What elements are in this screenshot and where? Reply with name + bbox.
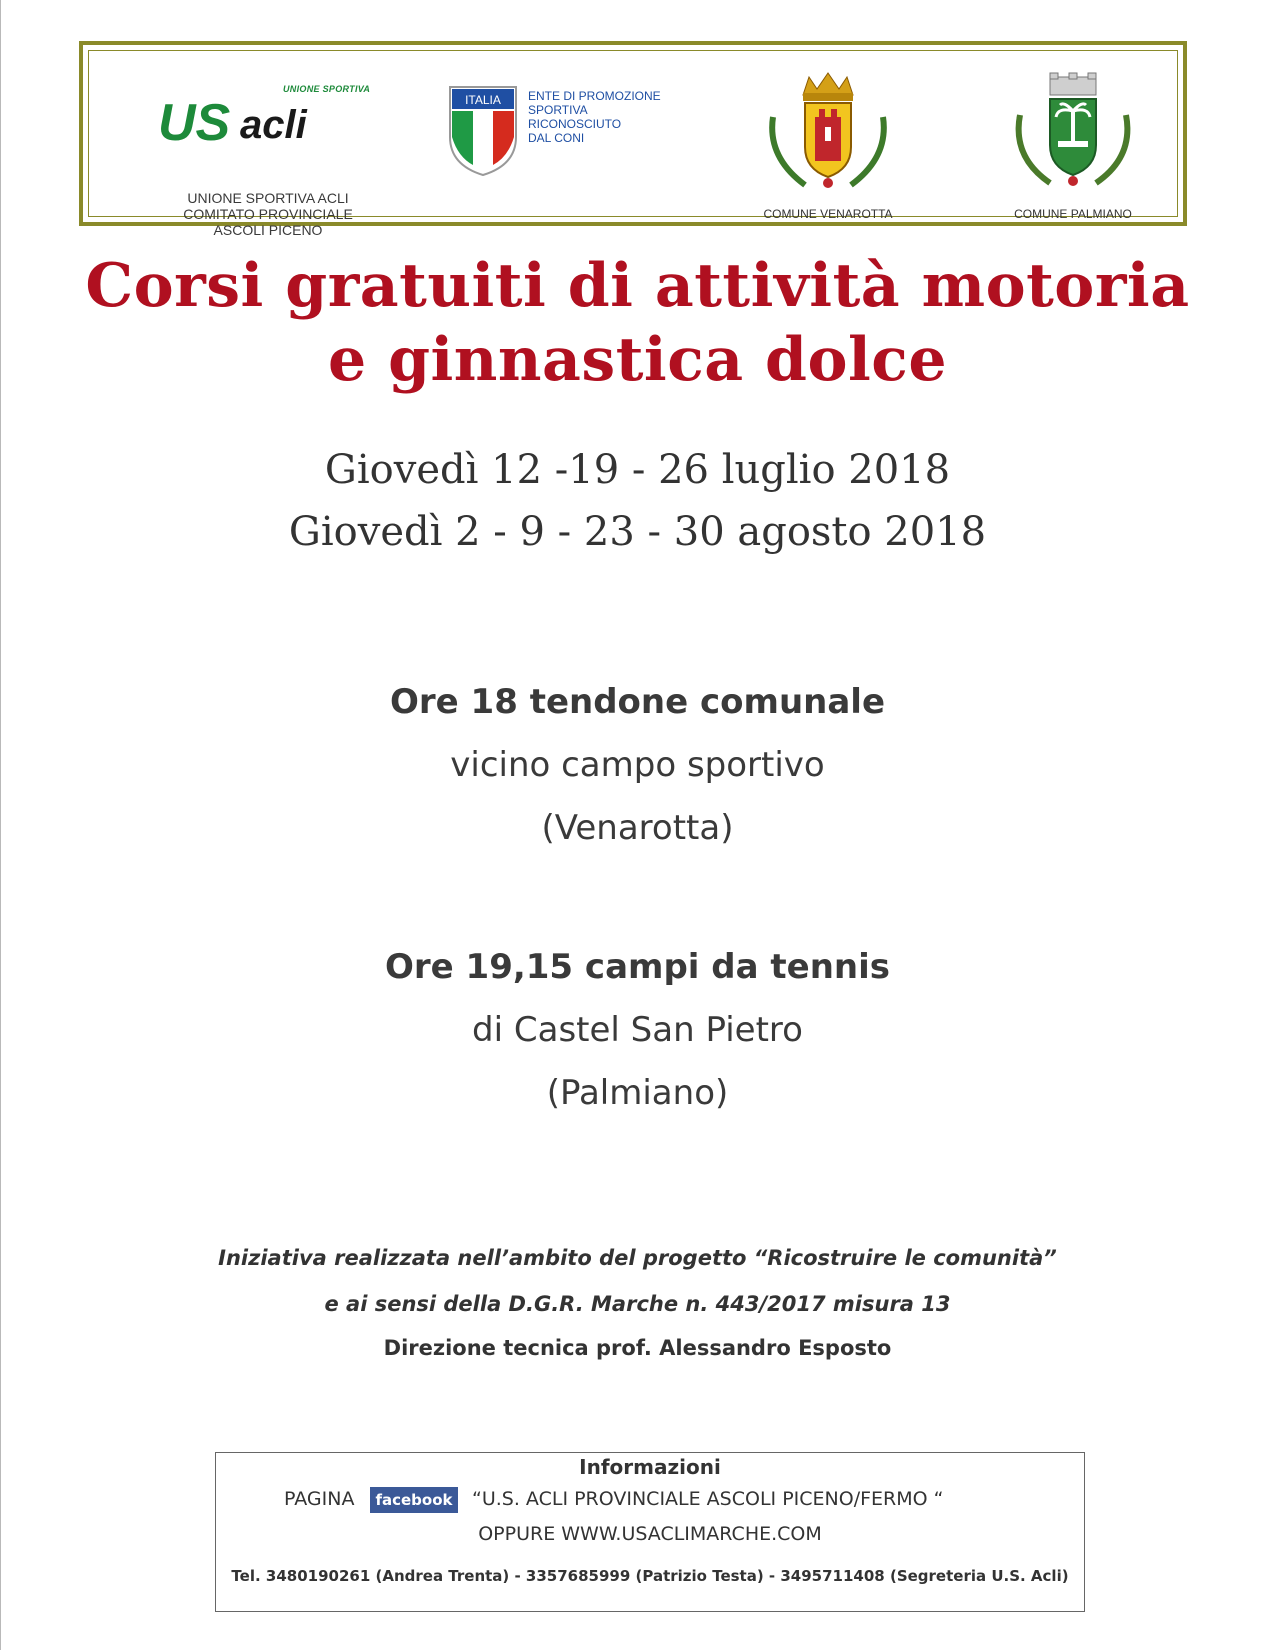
palmiano-town: (Palmiano): [546, 1073, 729, 1113]
technical-director: Direzione tecnica prof. Alessandro Esposto: [383, 1336, 892, 1360]
venarotta-caption: COMUNE VENAROTTA: [763, 207, 893, 221]
phone-numbers: Tel. 3480190261 (Andrea Trenta) - 3357685999 (Patrizio Testa) - 3495711408 (Segreteria U.S. Acli): [231, 1567, 1069, 1585]
venarotta-coat-of-arms-icon: [753, 67, 903, 197]
us-acli-caption-line: COMITATO PROVINCIALE: [183, 206, 353, 222]
us-acli-caption-line: ASCOLI PICENO: [213, 222, 323, 238]
title-line-2: e ginnastica dolce: [328, 325, 947, 395]
facebook-row: [216, 1483, 1084, 1517]
dates-july: Giovedì 12 -19 - 26 luglio 2018: [324, 447, 951, 493]
us-acli-brand-top: UNIONE SPORTIVA: [283, 84, 371, 94]
facebook-page-name: “U.S. ACLI PROVINCIALE ASCOLI PICENO/FERMO “: [472, 1488, 944, 1510]
info-title: Informazioni: [579, 1455, 721, 1479]
coni-caption-line: ENTE DI PROMOZIONE: [528, 89, 661, 103]
us-acli-logo: [153, 80, 383, 238]
coni-caption-line: RICONOSCIUTO: [528, 117, 622, 131]
dates-august: Giovedì 2 - 9 - 23 - 30 agosto 2018: [288, 509, 987, 555]
info-box: [215, 1452, 1085, 1612]
website-link[interactable]: OPPURE WWW.USACLIMARCHE.COM: [478, 1523, 822, 1545]
italia-label: ITALIA: [465, 93, 501, 107]
project-note-line-2: e ai sensi della D.G.R. Marche n. 443/2017 misura 13: [324, 1292, 951, 1316]
palmiano-time-heading: Ore 19,15 campi da tennis: [384, 947, 891, 987]
us-acli-caption-line: UNIONE SPORTIVA ACLI: [187, 190, 349, 206]
venarotta-place: vicino campo sportivo: [450, 745, 825, 785]
svg-text:US: US: [158, 94, 231, 150]
palmiano-coat-of-arms-icon: [998, 67, 1148, 197]
us-acli-caption: [153, 190, 383, 238]
pagina-label: PAGINA: [284, 1488, 355, 1510]
facebook-icon[interactable]: facebook: [370, 1487, 458, 1513]
svg-text:acli: acli: [240, 103, 307, 147]
coni-caption: [528, 89, 661, 145]
title-line-1: Corsi gratuiti di attività motoria: [85, 251, 1190, 321]
palmiano-crest: [998, 67, 1148, 227]
palmiano-caption: COMUNE PALMIANO: [1014, 207, 1132, 221]
coni-caption-line: DAL CONI: [528, 131, 585, 145]
project-note-line-1: Iniziativa realizzata nell’ambito del progetto “Ricostruire le comunità”: [218, 1246, 1057, 1270]
logo-header-frame: [79, 41, 1187, 238]
palmiano-place: di Castel San Pietro: [472, 1010, 803, 1050]
us-acli-mark-icon: [158, 90, 343, 150]
coni-logo: [448, 85, 688, 185]
italia-shield-icon: [448, 85, 518, 177]
venarotta-crest: [753, 67, 903, 227]
coni-caption-line: SPORTIVA: [528, 103, 588, 117]
venarotta-town: (Venarotta): [541, 808, 734, 848]
venarotta-time-heading: Ore 18 tendone comunale: [389, 682, 886, 722]
